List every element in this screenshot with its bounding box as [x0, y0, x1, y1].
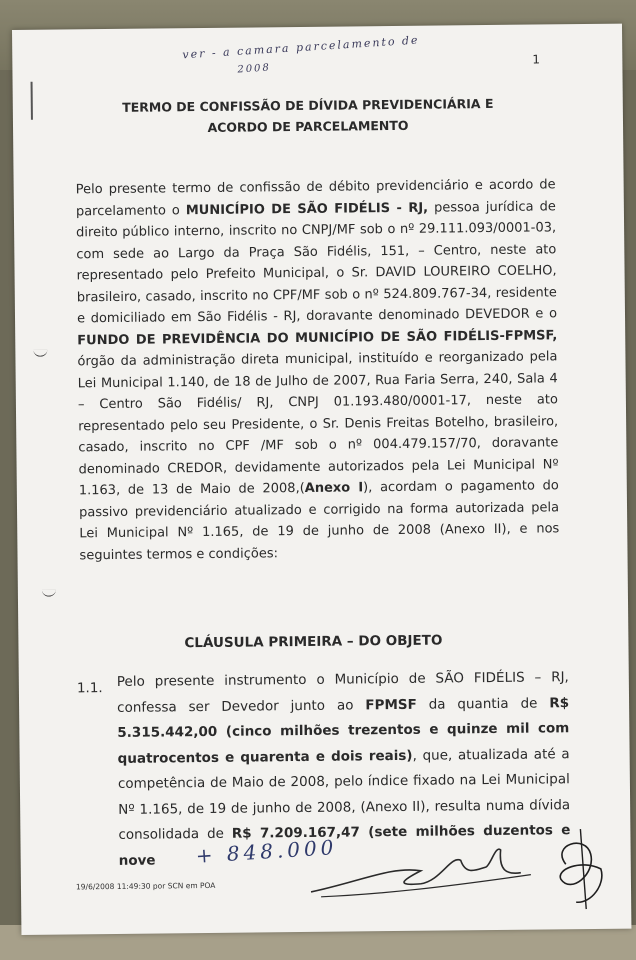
title-line-2: ACORDO DE PARCELAMENTO [207, 117, 409, 135]
footer-timestamp: 19/6/2008 11:49:30 por SCN em POA [75, 880, 216, 892]
preamble-text: pessoa jurídica de direito público interno, inscrito no CNPJ/MF sob o nº 29.111.093/0001-03, com sede ao Largo da Praça São Fidélis, 151, – Centro, neste ato representado pelo Prefeito Municipal, o Sr. DAVID LOUREIRO COELHO, brasileiro, casado, inscrito no CPF/MF sob o nº 524.809.767-34, residente e domiciliado em São Fidélis - RJ, doravante denominado DEVEDOR e o [76, 198, 558, 327]
preamble-text: ), acordam o pagamento do passivo previdenciário atualizado e corrigido na forma autorizada pela Lei Municipal Nº 1.165, de 19 de junho de 2008 (Anexo II), e nos seguintes termos e condições: [78, 478, 560, 563]
clause-text: da quantia de [416, 694, 550, 713]
check-mark [42, 590, 56, 597]
preamble-text: órgão da administração direta municipal, instituído e reorganizado pela Lei Municipal 1.140, de 18 de Julho de 2007, Rua Faria Serra, 240, Sala 4 – Centro São Fidélis/ RJ, CNPJ 01.193.480/0001-17, neste ato representado pelo seu Presidente, o Sr. Denis Freitas Botelho, brasileiro, casado, inscrito no CPF /MF sob o nº 004.479.157/70, doravante denominado CREDOR, devidamente autorizados pela Lei Municipal Nº 1.163, de 13 de Maio de 2008,( [77, 349, 559, 499]
signature-icon [300, 824, 621, 917]
annex-reference: Anexo I [304, 480, 364, 496]
creditor-acronym: FPMSF [365, 696, 417, 713]
clause-text: Pelo presente instrumento o Município de SÃO FIDÉLIS – RJ, confessa ser Devedor junto ao [116, 669, 569, 716]
creditor-name: FUNDO DE PREVIDÊNCIA DO MUNICÍPIO DE SÃO FIDÉLIS-FPMSF, [77, 327, 558, 348]
handwritten-amount: + 848.000 [195, 834, 339, 868]
check-mark [33, 350, 47, 357]
consolidated-amount: R$ 7.209.167,47 (sete milhões duzentos e nove [118, 822, 571, 869]
clause-number: 1.1. [76, 680, 103, 697]
debtor-name: MUNICÍPIO DE SÃO FIDÉLIS - RJ, [185, 200, 429, 218]
document-page [12, 24, 631, 935]
handwritten-note: ver - a camara parcelamento de [182, 33, 420, 62]
preamble-text: Pelo presente termo de confissão de débito previdenciário e acordo de parcelamento o [75, 177, 556, 219]
document-title [73, 92, 543, 139]
debt-amount: R$ 5.315.442,00 (cinco milhões trezentos e quinze mil com quatrocentos e quarenta e dois reais) [117, 694, 570, 767]
handwritten-note-year: 2008 [237, 62, 272, 76]
clause-heading: CLÁUSULA PRIMEIRA – DO OBJETO [184, 632, 443, 652]
margin-mark [31, 82, 33, 120]
clause-text: , que, atualizada até a competência de Maio de 2008, pelo índice fixado na Lei Municipal Nº 1.165, de 19 de junho de 2008, (Anexo II), resulta numa dívida consolidada de [117, 745, 571, 843]
page-number: 1 [532, 52, 541, 67]
title-line-1: TERMO DE CONFISSÃO DE DÍVIDA PREVIDENCIÁRIA E [122, 95, 494, 115]
preamble-paragraph [76, 174, 560, 566]
